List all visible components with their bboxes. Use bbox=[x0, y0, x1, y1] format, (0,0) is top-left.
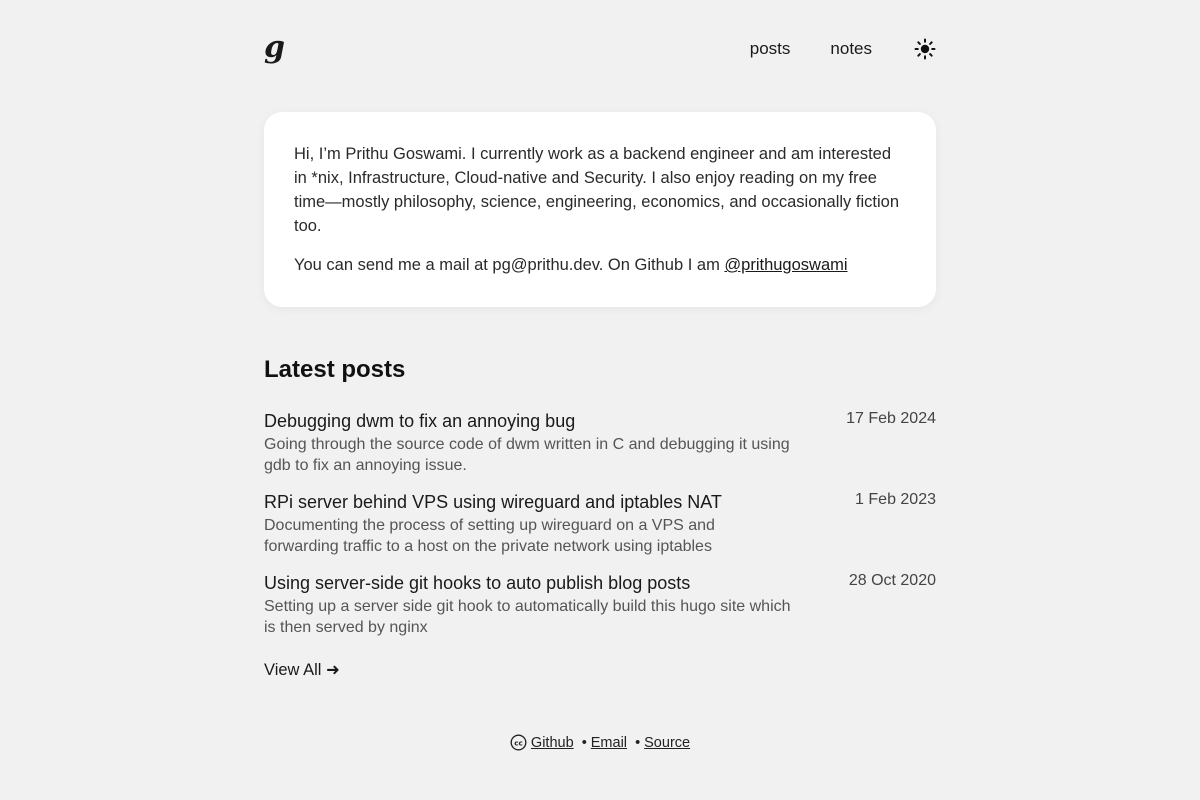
main-nav bbox=[710, 38, 936, 60]
post-description: Documenting the process of setting up wireguard on a VPS and forwarding traffic to a host on the private network using iptables bbox=[264, 517, 715, 555]
post-date: 28 Oct 2020 bbox=[848, 572, 936, 589]
post-item bbox=[264, 571, 936, 638]
posts-list bbox=[264, 409, 936, 638]
post-description: Going through the source code of dwm written in C and debugging it using gdb to fix an annoying issue. bbox=[264, 436, 790, 474]
contact-text: You can send me a mail at pg@prithu.dev. On Github I am bbox=[294, 256, 725, 274]
nav-notes-link[interactable]: notes bbox=[830, 38, 872, 58]
footer-separator: • bbox=[635, 735, 641, 751]
post-date: 1 Feb 2023 bbox=[855, 491, 936, 508]
creative-commons-icon bbox=[510, 734, 527, 751]
intro-card bbox=[264, 112, 936, 307]
nav-posts-link[interactable]: posts bbox=[749, 38, 791, 58]
post-title-link[interactable]: Debugging dwm to fix an annoying bug bbox=[264, 411, 576, 431]
post-title-link[interactable]: Using server-side git hooks to auto publish blog posts bbox=[264, 573, 691, 593]
post-description: Setting up a server side git hook to automatically build this hugo site which is then served by nginx bbox=[264, 598, 791, 636]
latest-posts-heading: Latest posts bbox=[264, 356, 406, 383]
view-all-link[interactable]: View All ➜ bbox=[264, 661, 340, 679]
post-item bbox=[264, 409, 936, 476]
site-header bbox=[264, 0, 936, 97]
sun-icon bbox=[914, 38, 936, 60]
page-container bbox=[264, 0, 936, 680]
intro-paragraph: Hi, I’m Prithu Goswami. I currently work as a backend engineer and am interested in *nix, Infrastructure, Cloud-native and Security. I also enjoy reading on my free time—mostly philosophy, science, engineering, economics, and occasionally fiction too. bbox=[294, 145, 899, 235]
site-logo[interactable]: g bbox=[264, 29, 284, 65]
site-footer bbox=[0, 734, 1200, 751]
post-item bbox=[264, 490, 936, 557]
theme-toggle-button[interactable] bbox=[914, 38, 936, 60]
contact-paragraph bbox=[294, 253, 906, 277]
footer-source-link[interactable]: Source bbox=[644, 735, 691, 751]
footer-separator: • bbox=[581, 735, 587, 751]
post-date: 17 Feb 2024 bbox=[846, 410, 936, 427]
footer-github-link[interactable]: Github bbox=[530, 735, 574, 751]
post-title-link[interactable]: RPi server behind VPS using wireguard and iptables NAT bbox=[264, 492, 722, 512]
footer-email-link[interactable]: Email bbox=[590, 735, 628, 751]
svg-text:cc: cc bbox=[514, 738, 523, 748]
github-handle-link[interactable]: @prithugoswami bbox=[724, 256, 848, 274]
